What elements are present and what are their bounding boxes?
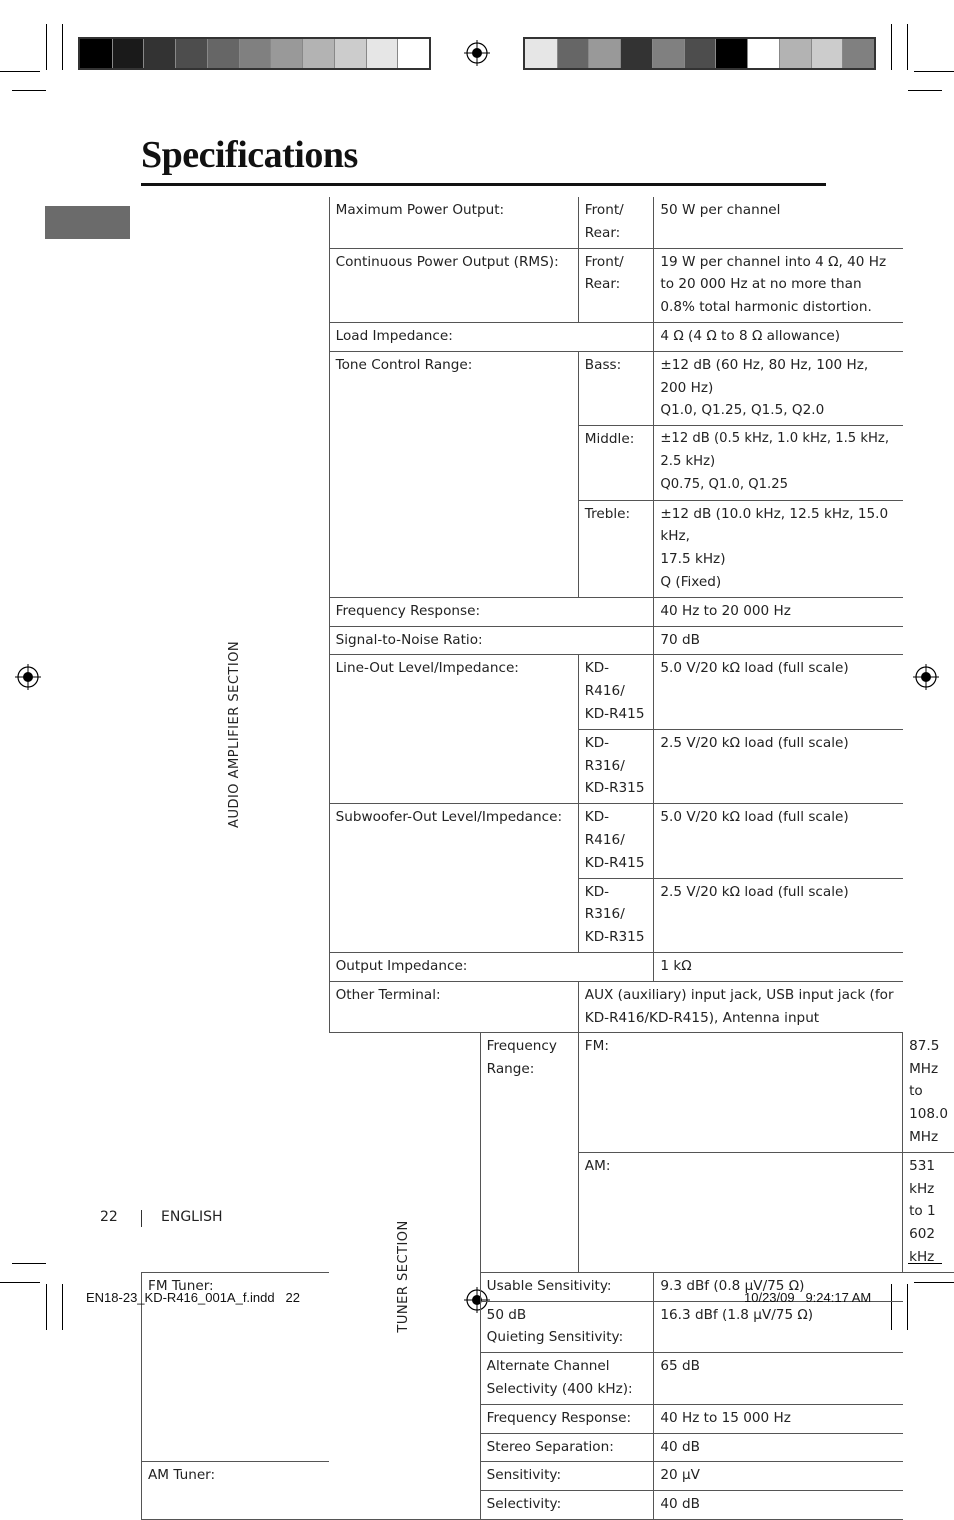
spec-label: Load Impedance:	[329, 322, 654, 351]
page-title: Specifications	[141, 133, 358, 177]
spec-value: 40 dB	[654, 1491, 903, 1520]
color-swatch	[842, 39, 874, 68]
spec-label: AM Tuner:	[142, 1462, 330, 1520]
slug-filename: EN18-23_KD-R416_001A_f.indd 22	[86, 1290, 300, 1305]
footer-language: ENGLISH	[161, 1209, 223, 1225]
color-swatch	[588, 39, 620, 68]
color-swatch	[239, 39, 271, 68]
section-label-audio	[142, 197, 330, 1272]
color-swatch	[652, 39, 684, 68]
spec-value: ±12 dB (60 Hz, 80 Hz, 100 Hz, 200 Hz) Q1.0, Q1.25, Q1.5, Q2.0	[654, 351, 903, 425]
spec-sublabel: AM:	[578, 1152, 902, 1272]
spec-label: Signal-to-Noise Ratio:	[329, 626, 654, 655]
spec-value: 5.0 V/20 kΩ load (full scale)	[654, 655, 903, 729]
color-swatch	[684, 39, 716, 68]
color-swatch	[747, 39, 779, 68]
spec-sublabel: Bass:	[578, 351, 654, 425]
spec-value: 70 dB	[654, 626, 903, 655]
color-swatch	[334, 39, 366, 68]
spec-table	[141, 197, 954, 1520]
spec-value: 9.3 dBf (0.8 μV/75 Ω)	[654, 1272, 903, 1301]
spec-label: Output Impedance:	[329, 952, 654, 981]
spec-sublabel: KD-R316/ KD-R315	[578, 729, 654, 803]
spec-value: 4 Ω (4 Ω to 8 Ω allowance)	[654, 322, 903, 351]
grayscale-color-bar-left	[78, 37, 431, 70]
spec-sublabel: Usable Sensitivity:	[480, 1272, 654, 1301]
color-swatch	[811, 39, 843, 68]
color-swatch	[620, 39, 652, 68]
color-swatch	[557, 39, 589, 68]
spec-label: Frequency Response:	[329, 597, 654, 626]
footer-divider	[141, 1210, 142, 1227]
spec-label: Frequency Range:	[480, 1033, 578, 1272]
spec-label: Continuous Power Output (RMS):	[329, 248, 578, 322]
page-number: 22	[100, 1209, 118, 1225]
spec-value: 531 kHz to 1 602 kHz	[903, 1152, 954, 1272]
grayscale-color-bar-right	[523, 37, 876, 70]
spec-sublabel: 50 dB Quieting Sensitivity:	[480, 1301, 654, 1353]
spec-sublabel: Stereo Separation:	[480, 1433, 654, 1462]
spec-sublabel: Treble:	[578, 500, 654, 597]
color-swatch	[143, 39, 175, 68]
spec-value: 40 Hz to 15 000 Hz	[654, 1404, 903, 1433]
spec-value: 40 Hz to 20 000 Hz	[654, 597, 903, 626]
color-swatch	[715, 39, 747, 68]
color-swatch	[175, 39, 207, 68]
spec-label: Maximum Power Output:	[329, 197, 578, 248]
color-swatch	[302, 39, 334, 68]
spec-sublabel: Alternate Channel Selectivity (400 kHz):	[480, 1353, 654, 1405]
section-tab	[45, 206, 130, 239]
spec-value: 40 dB	[654, 1433, 903, 1462]
color-swatch	[270, 39, 302, 68]
color-swatch	[112, 39, 144, 68]
spec-value: AUX (auxiliary) input jack, USB input jack (for KD-R416/KD-R415), Antenna input	[578, 981, 902, 1033]
spec-sublabel: Selectivity:	[480, 1491, 654, 1520]
color-swatch	[366, 39, 398, 68]
table-row	[142, 1462, 954, 1491]
spec-value: 2.5 V/20 kΩ load (full scale)	[654, 729, 903, 803]
spec-label: Tone Control Range:	[329, 351, 578, 597]
spec-value: 19 W per channel into 4 Ω, 40 Hz to 20 000 Hz at no more than 0.8% total harmonic distortion.	[654, 248, 903, 322]
spec-sublabel: KD-R416/ KD-R415	[578, 655, 654, 729]
spec-value: 1 kΩ	[654, 952, 903, 981]
spec-sublabel: Sensitivity:	[480, 1462, 654, 1491]
slug-timestamp: 10/23/09 9:24:17 AM	[744, 1290, 871, 1305]
color-swatch	[207, 39, 239, 68]
color-swatch	[779, 39, 811, 68]
registration-mark-icon	[464, 40, 490, 66]
spec-sublabel: Middle:	[578, 426, 654, 500]
spec-label: Subwoofer-Out Level/Impedance:	[329, 804, 578, 953]
spec-label: Line-Out Level/Impedance:	[329, 655, 578, 804]
section-label-tuner	[329, 1033, 480, 1520]
spec-value: 20 μV	[654, 1462, 903, 1491]
spec-value: 5.0 V/20 kΩ load (full scale)	[654, 804, 903, 878]
spec-value: 87.5 MHz to 108.0 MHz	[903, 1033, 954, 1152]
title-rule	[141, 183, 826, 186]
registration-mark-icon	[15, 664, 41, 690]
spec-value: 65 dB	[654, 1353, 903, 1405]
table-row	[142, 197, 954, 248]
spec-value: 16.3 dBf (1.8 μV/75 Ω)	[654, 1301, 903, 1353]
spec-value: 50 W per channel	[654, 197, 903, 248]
spec-sublabel: Frequency Response:	[480, 1404, 654, 1433]
color-swatch	[525, 39, 557, 68]
color-swatch	[397, 39, 429, 68]
spec-sublabel: FM:	[578, 1033, 902, 1152]
spec-sublabel: KD-R416/ KD-R415	[578, 804, 654, 878]
spec-sublabel: Front/ Rear:	[578, 197, 654, 248]
color-swatch	[80, 39, 112, 68]
spec-label: Other Terminal:	[329, 981, 578, 1033]
spec-value: ±12 dB (0.5 kHz, 1.0 kHz, 1.5 kHz, 2.5 kHz) Q0.75, Q1.0, Q1.25	[654, 426, 903, 500]
spec-value: 2.5 V/20 kΩ load (full scale)	[654, 878, 903, 952]
spec-sublabel: KD-R316/ KD-R315	[578, 878, 654, 952]
spec-value: ±12 dB (10.0 kHz, 12.5 kHz, 15.0 kHz, 17.5 kHz) Q (Fixed)	[654, 500, 903, 597]
section-label-text: TUNER SECTION	[393, 1220, 416, 1332]
spec-sublabel: Front/ Rear:	[578, 248, 654, 322]
section-label-text: AUDIO AMPLIFIER SECTION	[224, 641, 247, 828]
spec-label: FM Tuner:	[142, 1272, 330, 1462]
